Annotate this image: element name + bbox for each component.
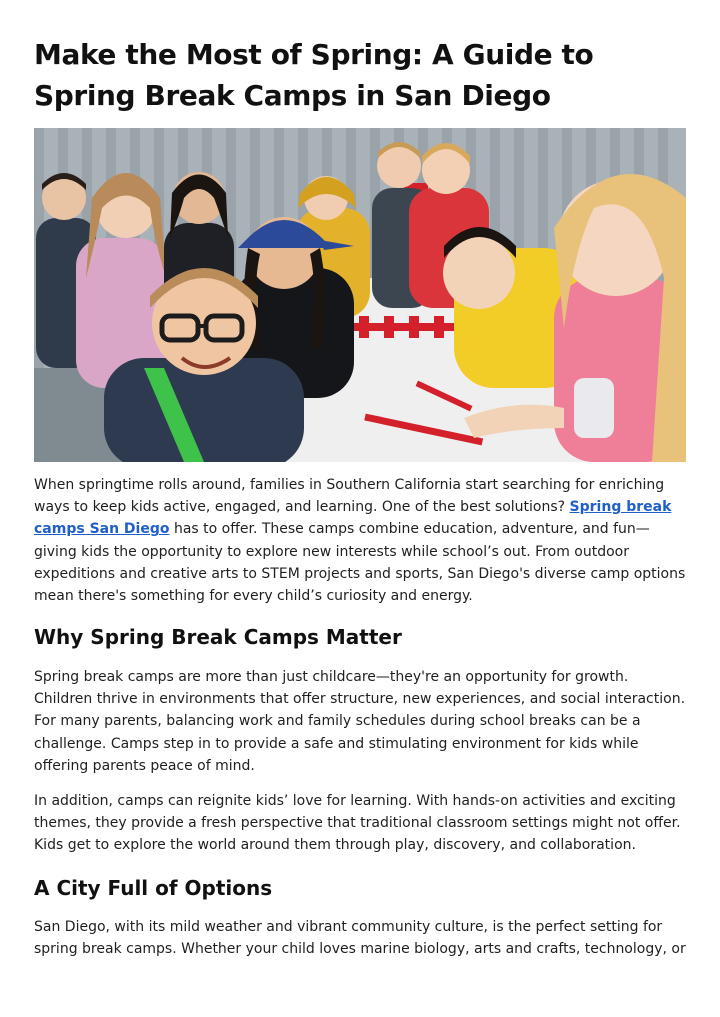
hero-image — [34, 128, 686, 462]
intro-paragraph — [34, 474, 686, 607]
section-heading-options: A City Full of Options — [34, 876, 273, 900]
intro-text-after-link: has to offer. These camps combine education, adventure, and fun—giving kids the opportunity to explore new interests while school’s out. From outdoor expeditions and creative arts to STEM projects and sports, San Diego's diverse camp options mean there's something for every child’s curiosity and energy. — [34, 521, 686, 605]
section-1-paragraph-2: In addition, camps can reignite kids’ love for learning. With hands-on activities and exciting themes, they provide a fresh perspective that traditional classroom settings might not offer. Kids get to explore the world around them through play, discovery, and collaboration. — [34, 793, 681, 854]
children-photo-illustration — [34, 128, 686, 462]
spring-break-camps-link[interactable]: Spring break camps San Diego — [34, 499, 672, 538]
intro-text-before-link: When springtime rolls around, families in Southern California start searching for enriching ways to keep kids active, engaged, and learning. One of the best solutions? — [34, 477, 665, 516]
article-title: Make the Most of Spring: A Guide to Spring Break Camps in San Diego — [34, 38, 594, 112]
section-2-paragraph-1: San Diego, with its mild weather and vibrant community culture, is the perfect setting for spring break camps. Whether your child loves marine biology, arts and crafts, technology, or — [34, 919, 686, 958]
section-1-paragraph-1: Spring break camps are more than just childcare—they're an opportunity for growth. Children thrive in environments that offer structure, new experiences, and social interaction. For many parents, balancing work and family schedules during school breaks can be a challenge. Camps step in to provide a safe and stimulating environment for kids while offering parents peace of mind. — [34, 669, 686, 774]
section-heading-why: Why Spring Break Camps Matter — [34, 625, 402, 649]
